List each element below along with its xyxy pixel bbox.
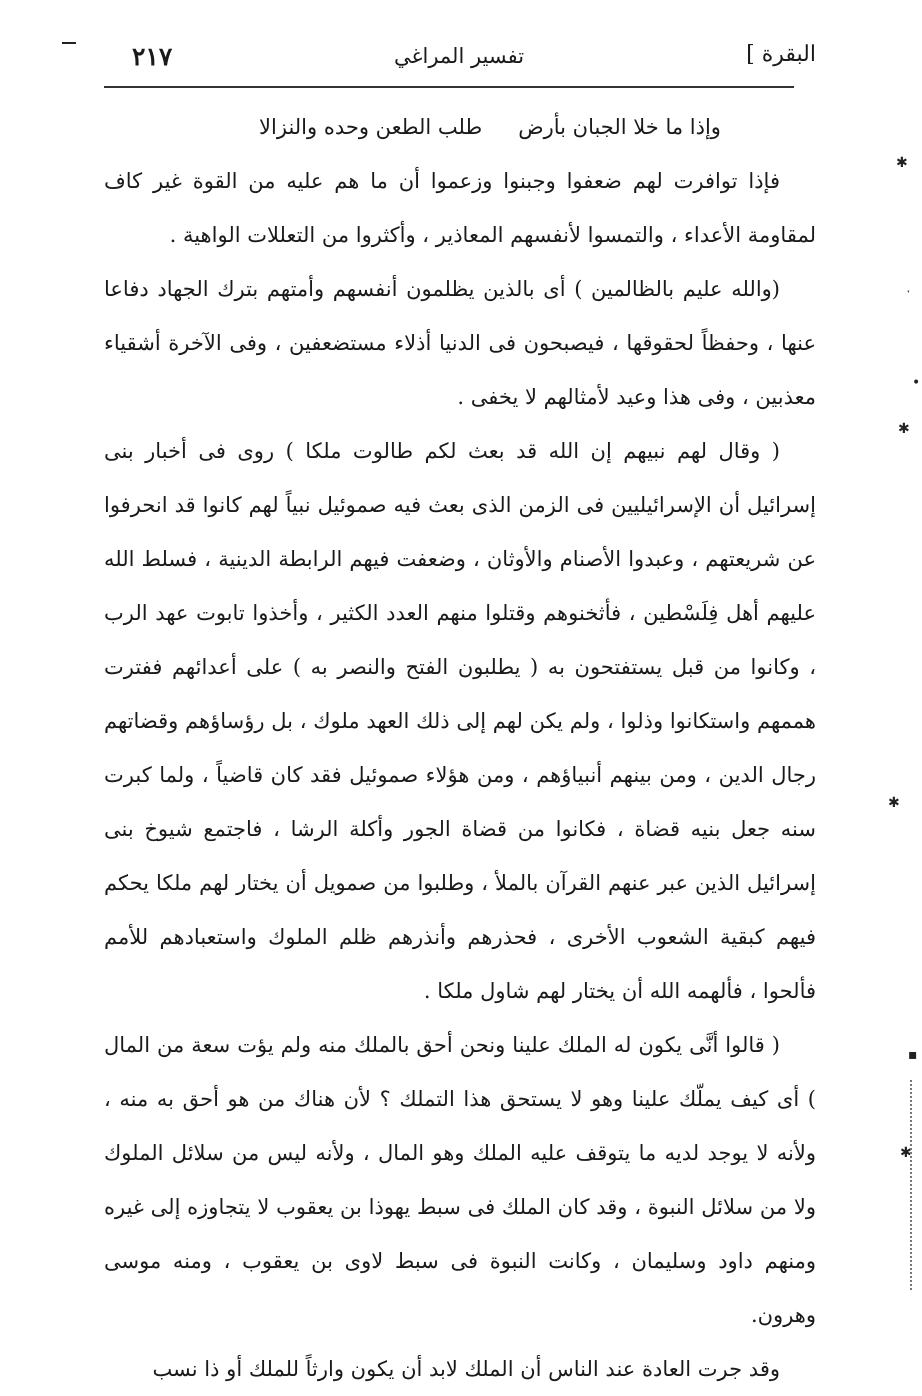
page-edge-shadow xyxy=(910,1080,914,1290)
paragraph: فإذا توافرت لهم ضعفوا وجبنوا وزعموا أن ما هم عليه من القوة غير كاف لمقاومة الأعداء ، والتمسوا لأنفسهم المعاذير ، وأكثروا من التعللات الواهية . xyxy=(104,169,816,247)
paragraph: ( وقال لهم نبيهم إن الله قد بعث لكم طالوت ملكا ) روى فى أخبار بنى إسرائيل أن الإسرائيليين فى الزمن الذى بعث فيه صموئيل نبياً لهم كانوا قد انحرفوا عن شريعتهم ، وعبدوا الأصنام والأوثان ، وضعفت فيهم الرابطة الدينية ، فسلط الله عليهم أهل فِلَسْطين ، فأثخنوهم وقتلوا منهم العدد الكثير ، وأخذوا تابوت عهد الرب ، وكانوا من قبل يستفتحون به ( يطلبون الفتح والنصر به ) على أعدائهم ففترت هممهم واستكانوا وذلوا ، ولم يكن لهم إلى ذلك العهد ملوك ، بل رؤساؤهم وقضاتهم رجال الدين ، ومن بينهم أنبياؤهم ، ومن هؤلاء صموئيل فقد كان قاضياً ، ولما كبرت سنه جعل بنيه قضاة ، فكانوا من قضاة الجور وأكلة الرشا ، فاجتمع شيوخ بنى إسرائيل الذين عبر عنهم القرآن بالملأ ، وطلبوا من صمويل أن يختار لهم ملكا يحكم فيهم كبقية الشعوب الأخرى ، فحذرهم وأنذرهم ظلم الملوك واستعبادهم للأمم فألحوا ، فألهمه الله أن يختار لهم شاول ملكا . xyxy=(104,439,816,1003)
margin-star-mark: ✱ xyxy=(888,795,900,811)
margin-dot-mark: • xyxy=(912,375,921,391)
main-text xyxy=(104,100,816,1396)
header-rule xyxy=(104,86,794,88)
paragraph: وقد جرت العادة عند الناس أن الملك لابد أن يكون وارثاً للملك أو ذا نسب xyxy=(152,1357,780,1381)
page-header xyxy=(104,40,816,86)
margin-bullet-mark: ▪ xyxy=(908,1047,918,1063)
paragraph: ( قالوا أنَّى يكون له الملك علينا ونحن أحق بالملك منه ولم يؤت سعة من المال ) أى كيف يملّك علينا وهو لا يستحق هذا التملك ؟ لأن هناك من هو أحق به منه ، ولأنه لا يوجد لديه ما يتوقف عليه الملك وهو المال ، ولأنه ليس من سلائل الملوك ولا من سلائل النبوة ، وقد كان الملك فى سبط يهوذا بن يعقوب لا يتجاوزه إلى غيره ومنهم داود وسليمان ، وكانت النبوة فى سبط لاوى بن يعقوب ، ومنه موسى وهرون. xyxy=(104,1033,816,1327)
margin-tick-mark: ˑ xyxy=(906,285,911,301)
page-number: ٢١٧ xyxy=(132,42,173,71)
running-title: تفسير المراغي xyxy=(394,44,525,68)
poem-verse xyxy=(104,100,816,154)
poem-hemistich-2: طلب الطعن وحده والنزالا xyxy=(259,115,483,139)
margin-star-mark: ✱ xyxy=(896,155,908,171)
paragraph: (والله عليم بالظالمين ) أى بالذين يظلمون أنفسهم وأمتهم بترك الجهاد دفاعا عنها ، وحفظاً لحقوقها ، فيصبحون فى الدنيا أذلاء مستضعفين ، وفى الآخرة أشقياء معذبين ، وفى هذا وعيد لأمثالهم لا يخفى . xyxy=(104,277,816,409)
margin-star-mark: ✱ xyxy=(898,421,910,437)
margin-star-mark: ✱ xyxy=(900,1145,912,1161)
poem-hemistich-1: وإذا ما خلا الجبان بأرض xyxy=(518,115,721,139)
corner-dash xyxy=(62,42,76,44)
surah-name: البقرة ] xyxy=(746,42,816,67)
